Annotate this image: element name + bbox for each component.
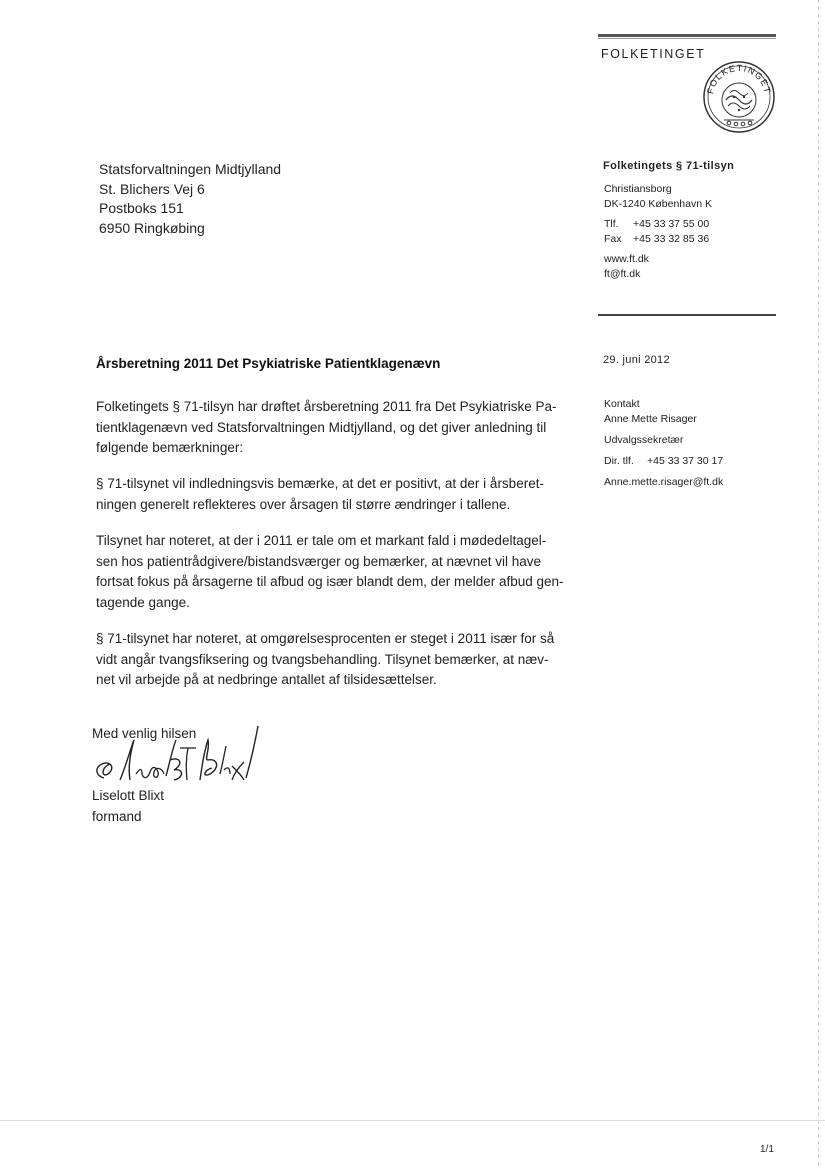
direct-phone-value: +45 33 37 30 17	[647, 455, 724, 467]
closing-phrase: Med venlig hilsen	[92, 726, 197, 741]
recipient-address	[99, 160, 281, 238]
letter-subject: Årsberetning 2011 Det Psykiatriske Patientklagenævn	[96, 356, 441, 371]
phone-label: Tlf.	[604, 218, 619, 230]
contact-title: Udvalgssekretær	[604, 434, 684, 446]
paragraph-line: Tilsynet har noteret, at der i 2011 er tale om et markant fald i mødedeltagel-	[96, 533, 547, 548]
paragraph-line: net vil arbejde på at nedbringe antallet af tilsidesættelser.	[96, 672, 437, 687]
website-link[interactable]: www.ft.dk	[604, 253, 649, 265]
paragraph	[96, 474, 586, 515]
seal-text: FOLKETINGET	[705, 62, 773, 95]
fax-label: Fax	[604, 233, 622, 245]
letter-date: 29. juni 2012	[603, 354, 670, 366]
contact-label: Kontakt	[604, 398, 640, 410]
paragraph-line: følgende bemærkninger:	[96, 440, 244, 455]
paragraph-line: § 71-tilsynet vil indledningsvis bemærke, at det er positivt, at der i årsberet-	[96, 476, 544, 491]
sidebar-divider	[598, 314, 776, 316]
signer-block	[92, 786, 164, 827]
paragraph	[96, 397, 586, 459]
paragraph-line: fortsat fokus på årsagerne til afbud og især blandt dem, der melder afbud gen-	[96, 574, 564, 589]
contact-name: Anne Mette Risager	[604, 413, 697, 425]
signer-name: Liselott Blixt	[92, 788, 165, 803]
contact-email-link[interactable]: Anne.mette.risager@ft.dk	[604, 476, 724, 488]
svg-text:FOLKETINGET	[705, 63, 773, 95]
paragraph	[96, 629, 586, 691]
scan-edge-right	[818, 0, 819, 1168]
paragraph-line: Folketingets § 71-tilsyn har drøftet årsberetning 2011 fra Det Psykiatriske Pa-	[96, 399, 557, 414]
recipient-line: 6950 Ringkøbing	[99, 219, 205, 236]
fax-value: +45 33 32 85 36	[633, 233, 710, 245]
recipient-line: St. Blichers Vej 6	[99, 180, 205, 197]
paragraph-line: § 71-tilsynet har noteret, at omgørelsesprocenten er steget i 2011 især for så	[96, 631, 555, 646]
org-name: FOLKETINGET	[601, 47, 706, 61]
paragraph	[96, 531, 586, 613]
direct-phone-label: Dir. tlf.	[604, 455, 634, 467]
paragraph-line: tagende gange.	[96, 594, 190, 610]
paragraph-line: tientklagenævn ved Statsforvaltningen Midtjylland, og det giver anledning til	[96, 419, 547, 435]
paragraph-line: ningen generelt reflekteres over årsagen til større ændringer i tallene.	[96, 496, 511, 512]
folketinget-seal-icon	[702, 60, 776, 134]
handwritten-signature	[84, 718, 264, 790]
phone-value: +45 33 37 55 00	[633, 218, 710, 230]
sender-address-2: DK-1240 København K	[604, 198, 712, 210]
sender-address-1: Christiansborg	[604, 183, 672, 195]
letterhead-rule	[598, 34, 776, 37]
recipient-line: Statsforvaltningen Midtjylland	[99, 161, 282, 177]
scan-edge-bottom	[0, 1120, 825, 1121]
paragraph-line: sen hos patientrådgivere/bistandsværger og bemærker, at nævnet vil have	[96, 553, 541, 569]
paragraph-line: vidt angår tvangsfiksering og tvangsbehandling. Tilsynet bemærker, at næv-	[96, 651, 549, 667]
email-link[interactable]: ft@ft.dk	[604, 268, 641, 280]
sender-office: Folketingets § 71-tilsyn	[603, 160, 735, 172]
signer-title: formand	[92, 808, 142, 824]
page-number: 1/1	[760, 1144, 774, 1155]
recipient-line: Postboks 151	[99, 200, 184, 216]
letterhead-rule-thin	[598, 38, 776, 39]
